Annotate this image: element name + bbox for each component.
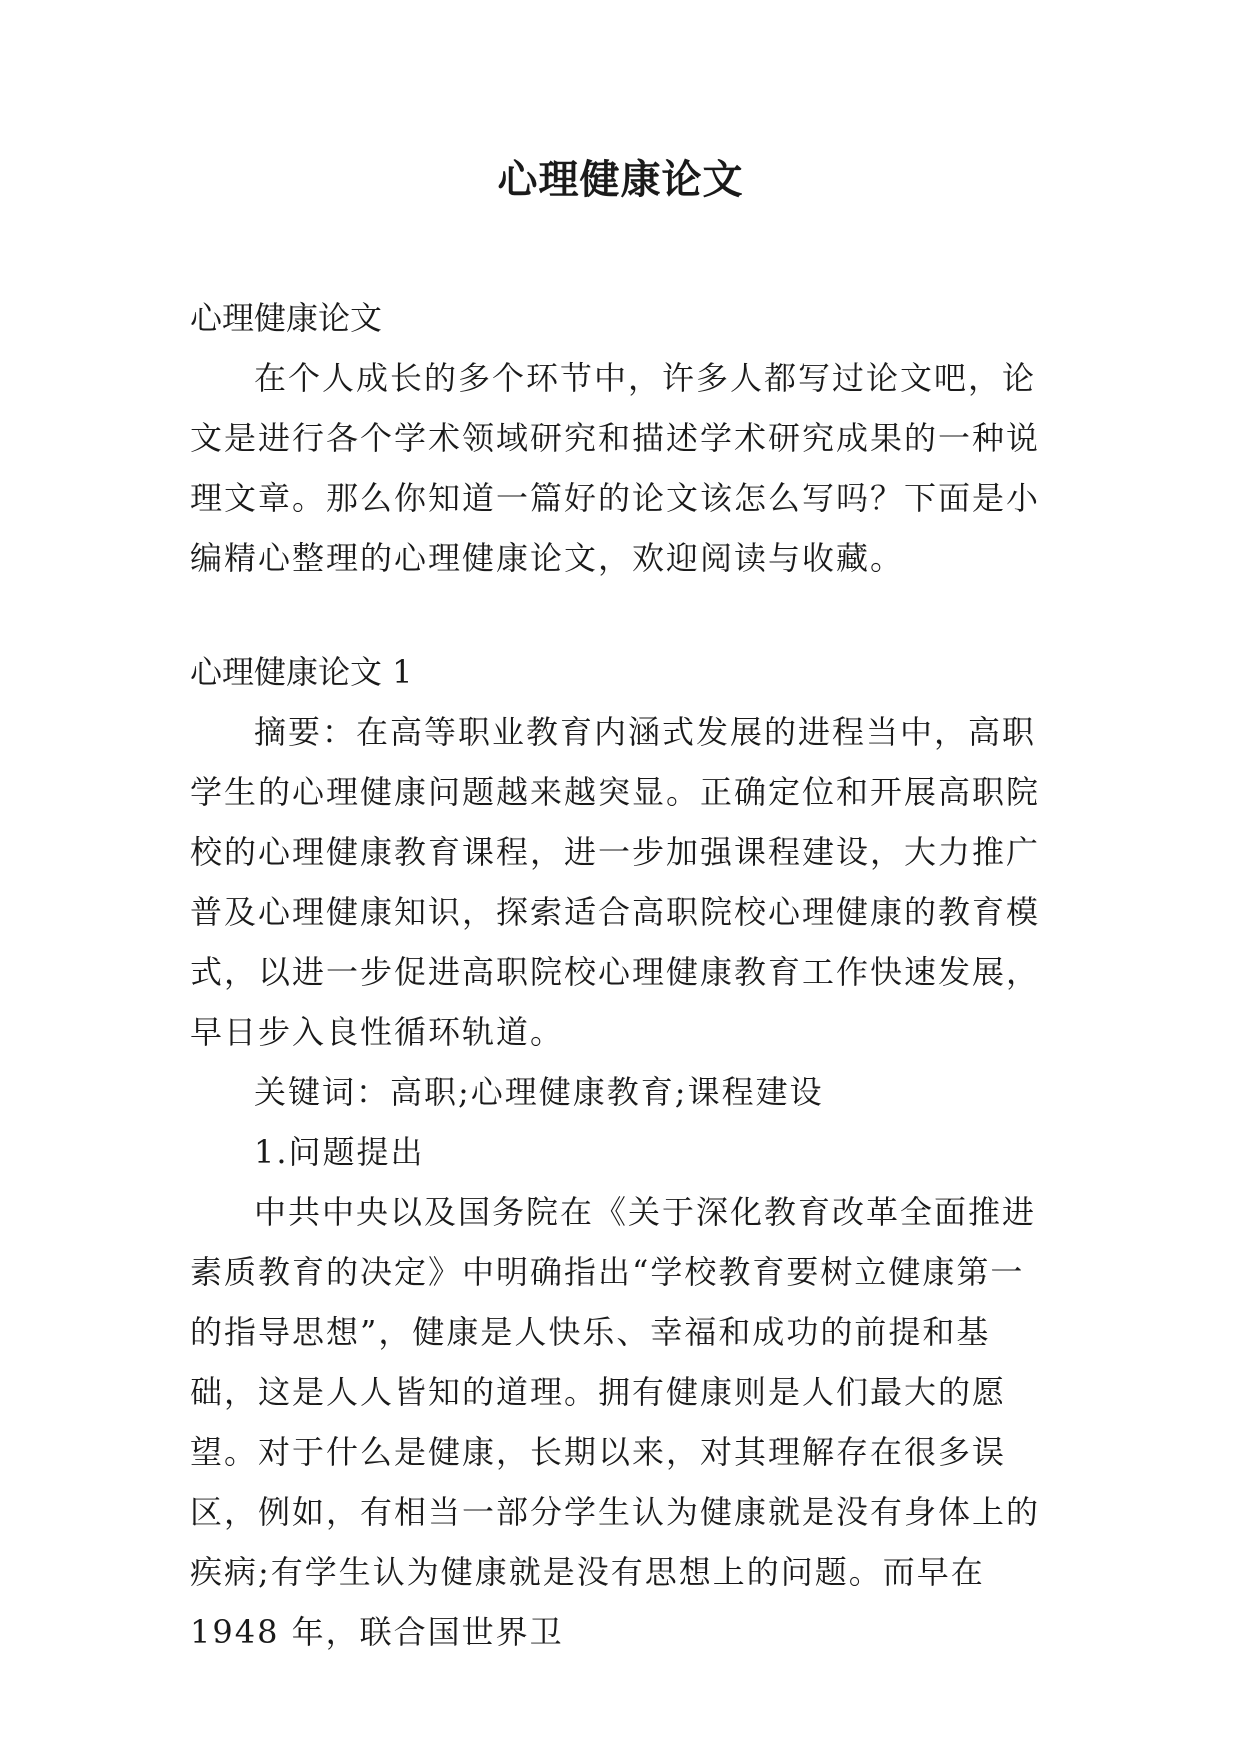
document-title: 心理健康论文 bbox=[497, 157, 744, 203]
keywords-line: 关键词：高职;心理健康教育;课程建设 bbox=[254, 1073, 824, 1111]
document-body bbox=[190, 288, 1050, 1662]
subsection-1-heading: 1.问题提出 bbox=[254, 1133, 425, 1171]
subsection-1-paragraph: 中共中央以及国务院在《关于深化教育改革全面推进素质教育的决定》中明确指出“学校教育要树立健康第一的指导思想”，健康是人快乐、幸福和成功的前提和基础，这是人人皆知的道理。拥有健康则是人们最大的愿望。对于什么是健康，长期以来，对其理解存在很多误区，例如，有相当一部分学生认为健康就是没有身体上的疾病;有学生认为健康就是没有思想上的问题。而早在 1948 年，联合国世界卫 bbox=[190, 1193, 1041, 1651]
intro-paragraph: 在个人成长的多个环节中，许多人都写过论文吧，论文是进行各个学术领域研究和描述学术研究成果的一种说理文章。那么你知道一篇好的论文该怎么写吗？下面是小编精心整理的心理健康论文，欢迎阅读与收藏。 bbox=[190, 359, 1041, 577]
section-spacer bbox=[190, 588, 1050, 642]
section-1-heading: 心理健康论文 1 bbox=[190, 653, 413, 691]
intro-heading: 心理健康论文 bbox=[190, 299, 383, 337]
abstract-paragraph: 摘要：在高等职业教育内涵式发展的进程当中，高职学生的心理健康问题越来越突显。正确定位和开展高职院校的心理健康教育课程，进一步加强课程建设，大力推广普及心理健康知识，探索适合高职院校心理健康的教育模式，以进一步促进高职院校心理健康教育工作快速发展，早日步入良性循环轨道。 bbox=[190, 713, 1041, 1051]
